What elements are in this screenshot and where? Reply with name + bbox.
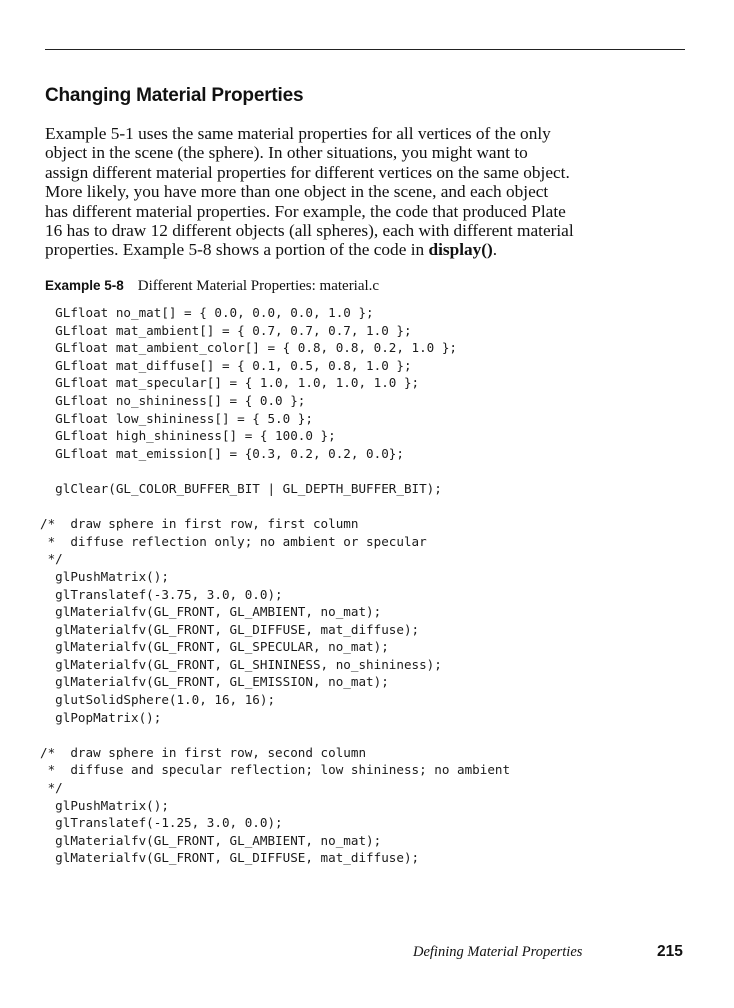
function-name: display() xyxy=(428,240,493,260)
code-line: GLfloat mat_specular[] = { 1.0, 1.0, 1.0, 1.0 }; xyxy=(40,375,420,391)
code-line: /* draw sphere in first row, second column xyxy=(40,744,367,760)
code-line: glPushMatrix(); xyxy=(40,568,169,584)
paragraph-line: Example 5-1 uses the same material properties for all vertices of the only xyxy=(45,124,551,143)
section-heading: Changing Material Properties xyxy=(45,85,304,106)
code-line: glTranslatef(-1.25, 3.0, 0.0); xyxy=(40,815,283,831)
code-line: glTranslatef(-3.75, 3.0, 0.0); xyxy=(40,586,283,602)
paragraph-line: has different material properties. For example, the code that produced Plate xyxy=(45,201,566,221)
code-line: glMaterialfv(GL_FRONT, GL_EMISSION, no_mat); xyxy=(40,674,389,690)
paragraph-line: assign different material properties for different vertices on the same object. xyxy=(45,162,570,182)
page-number: 215 xyxy=(657,943,683,960)
code-line: GLfloat high_shininess[] = { 100.0 }; xyxy=(40,428,336,444)
code-line: GLfloat mat_ambient[] = { 0.7, 0.7, 0.7, 1.0 }; xyxy=(40,322,412,338)
code-line: GLfloat no_shininess[] = { 0.0 }; xyxy=(40,392,306,408)
code-line: */ xyxy=(40,780,63,796)
code-line: GLfloat mat_emission[] = {0.3, 0.2, 0.2, 0.0}; xyxy=(40,445,404,461)
code-line: glMaterialfv(GL_FRONT, GL_DIFFUSE, mat_diffuse); xyxy=(40,850,420,866)
header-rule xyxy=(45,49,685,50)
code-line: glPushMatrix(); xyxy=(40,797,169,813)
code-line: glPopMatrix(); xyxy=(40,709,162,725)
code-line: * diffuse and specular reflection; low shininess; no ambient xyxy=(40,762,511,778)
code-blank-line xyxy=(40,498,510,516)
code-line: glMaterialfv(GL_FRONT, GL_AMBIENT, no_mat); xyxy=(40,832,382,848)
example-caption xyxy=(45,278,379,295)
paragraph-last-line xyxy=(45,240,625,259)
code-line: glMaterialfv(GL_FRONT, GL_AMBIENT, no_mat); xyxy=(40,604,382,620)
example-label: Example 5-8 xyxy=(45,278,124,293)
code-line: glMaterialfv(GL_FRONT, GL_SHININESS, no_shininess); xyxy=(40,656,442,672)
code-line: GLfloat low_shininess[] = { 5.0 }; xyxy=(40,410,313,426)
body-paragraph xyxy=(45,124,625,260)
code-line: * diffuse reflection only; no ambient or specular xyxy=(40,533,427,549)
code-line: GLfloat mat_diffuse[] = { 0.1, 0.5, 0.8, 1.0 }; xyxy=(40,357,412,373)
paragraph-line-text: properties. Example 5-8 shows a portion of the code in xyxy=(45,240,429,260)
code-line: /* draw sphere in first row, first column xyxy=(40,516,359,532)
code-blank-line xyxy=(40,726,510,744)
end-punctuation: . xyxy=(492,240,498,260)
code-line: glClear(GL_COLOR_BUFFER_BIT | GL_DEPTH_BUFFER_BIT); xyxy=(40,480,442,496)
code-line: glutSolidSphere(1.0, 16, 16); xyxy=(40,692,276,708)
paragraph-line: 16 has to draw 12 different objects (all spheres), each with different material xyxy=(45,221,574,241)
code-line: GLfloat mat_ambient_color[] = { 0.8, 0.8, 0.2, 1.0 }; xyxy=(40,340,458,356)
code-line: GLfloat no_mat[] = { 0.0, 0.0, 0.0, 1.0 }; xyxy=(40,305,374,320)
code-blank-line xyxy=(40,462,510,480)
running-footer-title: Defining Material Properties xyxy=(413,944,583,960)
paragraph-line: object in the scene (the sphere). In other situations, you might want to xyxy=(45,143,528,163)
example-title: Different Material Properties: material.c xyxy=(137,278,380,294)
code-line: */ xyxy=(40,551,63,567)
code-line: glMaterialfv(GL_FRONT, GL_SPECULAR, no_mat); xyxy=(40,639,389,655)
paragraph-line: More likely, you have more than one object in the scene, and each object xyxy=(45,182,549,202)
code-listing xyxy=(40,304,510,867)
code-line: glMaterialfv(GL_FRONT, GL_DIFFUSE, mat_diffuse); xyxy=(40,621,420,637)
